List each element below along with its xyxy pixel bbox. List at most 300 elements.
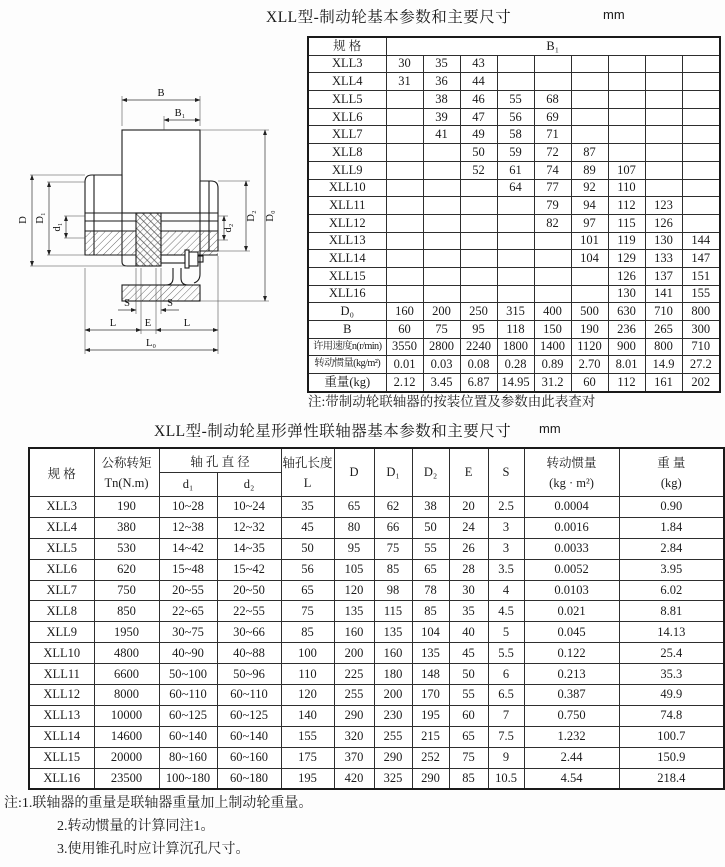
- t2-D2-cell: 252: [412, 747, 449, 768]
- t1-row-label: XLL5: [308, 91, 386, 109]
- t2-L-cell: 155: [281, 726, 334, 747]
- t1-b1-value-cell: 47: [460, 108, 497, 126]
- t2-d1-cell: 10~28: [159, 497, 217, 518]
- t2-d2-cell: 14~35: [217, 538, 281, 559]
- dim-label-e: E: [144, 318, 152, 329]
- t1-b1-value-cell: 61: [497, 161, 534, 179]
- t2-L-cell: 120: [281, 685, 334, 706]
- t1-b1-value-cell: 36: [423, 73, 460, 91]
- t1-param-value-cell: 75: [423, 321, 460, 339]
- t1-b1-value-cell: 126: [608, 267, 645, 285]
- t2-torque-cell: 530: [94, 538, 159, 559]
- t1-b1-value-cell: 43: [460, 55, 497, 73]
- t1-row-label: XLL13: [308, 232, 386, 250]
- t2-D2-cell: 78: [412, 580, 449, 601]
- t1-spec-row: [308, 197, 720, 215]
- t1-b1-value-cell: 50: [460, 144, 497, 162]
- t2-D1-cell: 62: [374, 497, 412, 518]
- t1-b1-value-cell: [386, 197, 423, 215]
- t1-b1-value-cell: 31: [386, 73, 423, 91]
- t2-inertia-cell: 0.0052: [524, 559, 619, 580]
- t2-inertia-cell: 4.54: [524, 768, 619, 789]
- t1-spec-row: [308, 285, 720, 303]
- t1-param-value-cell: 250: [460, 303, 497, 321]
- t1-row-label: XLL10: [308, 179, 386, 197]
- coupling-table: [28, 447, 725, 790]
- t1-b1-value-cell: 77: [534, 179, 571, 197]
- t2-header-S: S: [488, 448, 524, 497]
- t2-L-cell: 140: [281, 705, 334, 726]
- t1-b1-value-cell: [608, 73, 645, 91]
- t2-header-bore-length-line1: 轴孔长度: [282, 455, 333, 470]
- t2-E-cell: 55: [449, 685, 488, 706]
- t2-d2-cell: 22~55: [217, 601, 281, 622]
- t2-D-cell: 420: [334, 768, 374, 789]
- t2-E-cell: 85: [449, 768, 488, 789]
- t1-b1-value-cell: 58: [497, 126, 534, 144]
- t1-b1-value-cell: 110: [608, 179, 645, 197]
- t2-header-inertia: [524, 448, 619, 497]
- t1-b1-value-cell: [608, 91, 645, 109]
- t1-row-label: D₀: [308, 303, 386, 321]
- t1-b1-value-cell: 141: [645, 285, 682, 303]
- t2-D1-cell: 135: [374, 622, 412, 643]
- t1-b1-value-cell: [682, 179, 720, 197]
- t2-spec-cell: XLL16: [29, 768, 94, 789]
- t1-param-value-cell: 1800: [497, 338, 534, 356]
- t2-spec-cell: XLL6: [29, 559, 94, 580]
- t2-body: [29, 497, 724, 790]
- t2-D-cell: 225: [334, 664, 374, 685]
- t2-weight-cell: 150.9: [619, 747, 724, 768]
- t2-data-row: [29, 685, 724, 706]
- t1-b1-value-cell: [460, 285, 497, 303]
- t1-b1-value-cell: [497, 55, 534, 73]
- t1-param-value-cell: 2.12: [386, 374, 423, 392]
- t1-b1-value-cell: [423, 214, 460, 232]
- t1-b1-value-cell: [386, 232, 423, 250]
- t1-b1-value-cell: 41: [423, 126, 460, 144]
- t2-inertia-cell: 0.0103: [524, 580, 619, 601]
- t2-D2-cell: 38: [412, 497, 449, 518]
- t2-E-cell: 30: [449, 580, 488, 601]
- dim-label-D: D: [18, 216, 29, 224]
- t1-spec-row: [308, 55, 720, 73]
- t2-header-inertia-line1: 转动惯量: [546, 455, 597, 470]
- t1-param-value-cell: 710: [682, 338, 720, 356]
- t1-spec-row: [308, 232, 720, 250]
- t1-row-label: 重量(kg): [308, 374, 386, 392]
- t1-param-value-cell: 400: [534, 303, 571, 321]
- t1-b1-value-cell: [497, 214, 534, 232]
- t1-b1-value-cell: 87: [571, 144, 608, 162]
- t2-D2-cell: 195: [412, 705, 449, 726]
- t2-data-row: [29, 768, 724, 789]
- t2-d2-cell: 60~180: [217, 768, 281, 789]
- dim-label-D1: D₁: [35, 212, 46, 224]
- t2-header-torque-line2: Tn(N.m): [104, 475, 149, 490]
- note-line: 3.使用锥孔时应计算沉孔尺寸。: [57, 842, 250, 857]
- t1-b1-value-cell: 147: [682, 250, 720, 268]
- t1-b1-value-cell: 72: [534, 144, 571, 162]
- t1-b1-value-cell: [423, 144, 460, 162]
- t1-b1-value-cell: [460, 250, 497, 268]
- t1-b1-value-cell: [608, 108, 645, 126]
- t1-param-value-cell: 300: [682, 321, 720, 339]
- t1-b1-value-cell: [682, 55, 720, 73]
- t2-torque-cell: 23500: [94, 768, 159, 789]
- dim-label-d2: d₂: [223, 223, 234, 233]
- t2-D2-cell: 215: [412, 726, 449, 747]
- t2-data-row: [29, 497, 724, 518]
- t1-param-value-cell: 500: [571, 303, 608, 321]
- t2-L-cell: 50: [281, 538, 334, 559]
- t2-inertia-cell: 0.0033: [524, 538, 619, 559]
- t1-param-row: [308, 356, 720, 374]
- t1-param-value-cell: 710: [645, 303, 682, 321]
- t2-D-cell: 95: [334, 538, 374, 559]
- t2-D-cell: 160: [334, 622, 374, 643]
- t1-b1-value-cell: 97: [571, 214, 608, 232]
- t1-b1-value-cell: [571, 108, 608, 126]
- t2-D2-cell: 55: [412, 538, 449, 559]
- t2-S-cell: 5: [488, 622, 524, 643]
- t1-b1-value-cell: 59: [497, 144, 534, 162]
- t1-b1-value-cell: [386, 285, 423, 303]
- t2-torque-cell: 1950: [94, 622, 159, 643]
- table1-unit-label: mm: [603, 7, 625, 22]
- t2-D1-cell: 325: [374, 768, 412, 789]
- t2-D1-cell: 255: [374, 726, 412, 747]
- dim-label-d1: d₁: [52, 222, 63, 232]
- t2-data-row: [29, 643, 724, 664]
- t2-D2-cell: 170: [412, 685, 449, 706]
- t1-param-value-cell: 0.01: [386, 356, 423, 374]
- t1-b1-value-cell: 89: [571, 161, 608, 179]
- t2-d2-cell: 60~110: [217, 685, 281, 706]
- t1-row-label: XLL12: [308, 214, 386, 232]
- t2-inertia-cell: 0.387: [524, 685, 619, 706]
- t1-b1-value-cell: [386, 214, 423, 232]
- t1-b1-value-cell: [571, 126, 608, 144]
- t1-b1-value-cell: [386, 179, 423, 197]
- t2-data-row: [29, 580, 724, 601]
- t1-b1-value-cell: [645, 126, 682, 144]
- t2-d1-cell: 40~90: [159, 643, 217, 664]
- t2-spec-cell: XLL3: [29, 497, 94, 518]
- t1-param-value-cell: 630: [608, 303, 645, 321]
- t2-L-cell: 110: [281, 664, 334, 685]
- t1-param-value-cell: 8.01: [608, 356, 645, 374]
- t1-b1-value-cell: 112: [608, 197, 645, 215]
- t1-b1-value-cell: 115: [608, 214, 645, 232]
- t1-b1-value-cell: 71: [534, 126, 571, 144]
- t2-inertia-cell: 0.045: [524, 622, 619, 643]
- t1-b1-value-cell: 130: [608, 285, 645, 303]
- t2-torque-cell: 14600: [94, 726, 159, 747]
- t2-D2-cell: 50: [412, 517, 449, 538]
- t2-spec-cell: XLL11: [29, 664, 94, 685]
- t2-torque-cell: 850: [94, 601, 159, 622]
- t1-b1-value-cell: [608, 126, 645, 144]
- t1-b1-value-cell: 133: [645, 250, 682, 268]
- t1-b1-value-cell: [571, 267, 608, 285]
- t2-d1-cell: 80~160: [159, 747, 217, 768]
- t2-weight-cell: 2.84: [619, 538, 724, 559]
- dim-label-l0: L₀: [145, 338, 157, 349]
- t2-spec-cell: XLL12: [29, 685, 94, 706]
- t2-inertia-cell: 0.122: [524, 643, 619, 664]
- t1-b1-value-cell: [423, 197, 460, 215]
- t2-data-row: [29, 622, 724, 643]
- note-line: 2.转动惯量的计算同注1。: [57, 819, 215, 834]
- t2-S-cell: 10.5: [488, 768, 524, 789]
- t1-b1-value-cell: [571, 73, 608, 91]
- note-line: 注:1.联轴器的重量是联轴器重量加上制动轮重量。: [4, 796, 313, 811]
- t2-D-cell: 135: [334, 601, 374, 622]
- t1-b1-value-cell: [571, 91, 608, 109]
- t1-row-label: XLL8: [308, 144, 386, 162]
- t2-inertia-cell: 2.44: [524, 747, 619, 768]
- t2-S-cell: 4.5: [488, 601, 524, 622]
- t2-E-cell: 45: [449, 643, 488, 664]
- t2-L-cell: 100: [281, 643, 334, 664]
- t1-row-label: XLL7: [308, 126, 386, 144]
- t1-b1-value-cell: 30: [386, 55, 423, 73]
- t2-torque-cell: 380: [94, 517, 159, 538]
- t1-spec-row: [308, 144, 720, 162]
- t1-spec-row: [308, 214, 720, 232]
- t2-d2-cell: 60~160: [217, 747, 281, 768]
- t1-param-value-cell: 6.87: [460, 374, 497, 392]
- t2-header-E: E: [449, 448, 488, 497]
- t1-param-value-cell: 31.2: [534, 374, 571, 392]
- t1-b1-value-cell: [460, 214, 497, 232]
- t2-S-cell: 6: [488, 664, 524, 685]
- t1-b1-value-cell: 126: [645, 214, 682, 232]
- t1-b1-value-cell: [497, 232, 534, 250]
- t1-param-value-cell: 112: [608, 374, 645, 392]
- t1-b1-value-cell: [423, 250, 460, 268]
- t2-inertia-cell: 1.232: [524, 726, 619, 747]
- t1-param-value-cell: 3.45: [423, 374, 460, 392]
- t1-b1-value-cell: [608, 144, 645, 162]
- t2-weight-cell: 35.3: [619, 664, 724, 685]
- t1-spec-row: [308, 267, 720, 285]
- t2-S-cell: 4: [488, 580, 524, 601]
- t2-header-row1: [29, 448, 724, 473]
- t2-D1-cell: 160: [374, 643, 412, 664]
- t1-b1-value-cell: 64: [497, 179, 534, 197]
- t1-row-label: B: [308, 321, 386, 339]
- t1-b1-value-cell: [386, 267, 423, 285]
- t2-header-spec: 规 格: [29, 448, 94, 497]
- t2-d1-cell: 60~125: [159, 705, 217, 726]
- t1-b1-value-cell: [497, 250, 534, 268]
- t2-torque-cell: 620: [94, 559, 159, 580]
- t2-header-bore-dia: 轴 孔 直 径: [159, 448, 281, 473]
- t1-b1-value-cell: 82: [534, 214, 571, 232]
- t1-param-value-cell: 160: [386, 303, 423, 321]
- t2-D1-cell: 98: [374, 580, 412, 601]
- t1-b1-value-cell: 44: [460, 73, 497, 91]
- t1-b1-value-cell: [534, 55, 571, 73]
- t2-header-torque: [94, 448, 159, 497]
- t1-spec-row: [308, 108, 720, 126]
- t2-D1-cell: 200: [374, 685, 412, 706]
- t2-weight-cell: 25.4: [619, 643, 724, 664]
- t2-E-cell: 28: [449, 559, 488, 580]
- t1-header-row: [308, 37, 720, 55]
- dim-label-s-left: S: [124, 298, 130, 309]
- t1-b1-value-cell: [386, 144, 423, 162]
- t1-row-label: XLL4: [308, 73, 386, 91]
- t1-b1-value-cell: 104: [571, 250, 608, 268]
- t1-b1-value-cell: 130: [645, 232, 682, 250]
- t2-weight-cell: 218.4: [619, 768, 724, 789]
- t1-b1-value-cell: [682, 161, 720, 179]
- t1-b1-value-cell: 68: [534, 91, 571, 109]
- dim-label-D2: D₂: [246, 210, 257, 222]
- t1-b1-value-cell: [497, 73, 534, 91]
- t1-b1-value-cell: 151: [682, 267, 720, 285]
- table2-title: XLL型-制动轮星形弹性联轴器基本参数和主要尺寸: [154, 423, 512, 440]
- t2-d2-cell: 40~88: [217, 643, 281, 664]
- t1-b1-value-cell: 74: [534, 161, 571, 179]
- t2-D1-cell: 66: [374, 517, 412, 538]
- coupling-shapes: [85, 130, 218, 301]
- t1-b1-value-cell: [423, 232, 460, 250]
- t1-param-value-cell: 0.28: [497, 356, 534, 374]
- t2-L-cell: 45: [281, 517, 334, 538]
- t2-header-torque-line1: 公称转矩: [101, 455, 152, 470]
- t2-D2-cell: 135: [412, 643, 449, 664]
- t2-S-cell: 2.5: [488, 497, 524, 518]
- t2-L-cell: 75: [281, 601, 334, 622]
- t2-E-cell: 75: [449, 747, 488, 768]
- t2-header-weight-line2: (kg): [660, 475, 682, 490]
- t2-L-cell: 195: [281, 768, 334, 789]
- t1-b1-value-cell: [534, 250, 571, 268]
- t1-b1-value-cell: 79: [534, 197, 571, 215]
- t1-param-value-cell: 14.9: [645, 356, 682, 374]
- t1-b1-value-cell: 55: [497, 91, 534, 109]
- t2-spec-cell: XLL13: [29, 705, 94, 726]
- t2-spec-cell: XLL4: [29, 517, 94, 538]
- t1-param-value-cell: 14.95: [497, 374, 534, 392]
- t2-S-cell: 3: [488, 538, 524, 559]
- t2-L-cell: 85: [281, 622, 334, 643]
- t2-D1-cell: 115: [374, 601, 412, 622]
- t1-param-value-cell: 265: [645, 321, 682, 339]
- t1-b1-value-cell: [645, 73, 682, 91]
- t1-b1-value-cell: [645, 91, 682, 109]
- t2-header-inertia-line2: (kg · m²): [549, 475, 594, 490]
- t2-D-cell: 370: [334, 747, 374, 768]
- t1-b1-value-cell: [682, 91, 720, 109]
- t1-param-row: [308, 338, 720, 356]
- t2-E-cell: 35: [449, 601, 488, 622]
- t1-param-value-cell: 161: [645, 374, 682, 392]
- t2-weight-cell: 6.02: [619, 580, 724, 601]
- t1-body: [308, 55, 720, 392]
- t1-b1-value-cell: [645, 161, 682, 179]
- t2-L-cell: 35: [281, 497, 334, 518]
- t1-b1-value-cell: [460, 267, 497, 285]
- t2-torque-cell: 10000: [94, 705, 159, 726]
- t1-row-label: XLL15: [308, 267, 386, 285]
- t2-data-row: [29, 664, 724, 685]
- dim-label-D0: D₀: [265, 210, 276, 222]
- brake-wheel-table: [307, 36, 721, 393]
- t2-E-cell: 50: [449, 664, 488, 685]
- t1-b1-value-cell: 69: [534, 108, 571, 126]
- t1-spec-row: [308, 73, 720, 91]
- t1-b1-value-cell: [571, 55, 608, 73]
- t1-row-label: XLL3: [308, 55, 386, 73]
- t2-weight-cell: 0.90: [619, 497, 724, 518]
- t1-b1-value-cell: 155: [682, 285, 720, 303]
- t1-param-value-cell: 2.70: [571, 356, 608, 374]
- t1-param-row: [308, 303, 720, 321]
- t2-L-cell: 56: [281, 559, 334, 580]
- t2-d1-cell: 30~75: [159, 622, 217, 643]
- t1-row-label: 许用速度n(r/min): [308, 338, 386, 356]
- t1-param-value-cell: 2240: [460, 338, 497, 356]
- t1-param-value-cell: 118: [497, 321, 534, 339]
- t1-param-value-cell: 60: [571, 374, 608, 392]
- t1-param-row: [308, 321, 720, 339]
- t1-b1-value-cell: [534, 285, 571, 303]
- t1-row-label: 转动惯量(kg/m²): [308, 356, 386, 374]
- t2-d2-cell: 12~32: [217, 517, 281, 538]
- t2-torque-cell: 20000: [94, 747, 159, 768]
- t2-inertia-cell: 0.213: [524, 664, 619, 685]
- t2-spec-cell: XLL5: [29, 538, 94, 559]
- t1-b1-value-cell: [497, 267, 534, 285]
- t2-d1-cell: 60~110: [159, 685, 217, 706]
- t2-spec-cell: XLL14: [29, 726, 94, 747]
- coupling-section-drawing: [18, 78, 303, 398]
- t1-b1-value-cell: [682, 73, 720, 91]
- t2-spec-cell: XLL8: [29, 601, 94, 622]
- t1-b1-value-cell: [682, 126, 720, 144]
- t1-spec-row: [308, 126, 720, 144]
- t1-row-label: XLL6: [308, 108, 386, 126]
- t2-torque-cell: 4800: [94, 643, 159, 664]
- t2-weight-cell: 14.13: [619, 622, 724, 643]
- t1-param-value-cell: 190: [571, 321, 608, 339]
- t1-b1-value-cell: [682, 197, 720, 215]
- t1-param-value-cell: 1400: [534, 338, 571, 356]
- t2-d2-cell: 60~125: [217, 705, 281, 726]
- t1-b1-value-cell: [645, 55, 682, 73]
- t2-torque-cell: 6600: [94, 664, 159, 685]
- t1-param-value-cell: 800: [645, 338, 682, 356]
- t1-b1-value-cell: [645, 144, 682, 162]
- t1-b1-value-cell: 92: [571, 179, 608, 197]
- t2-d1-cell: 50~100: [159, 664, 217, 685]
- table1-title: XLL型-制动轮基本参数和主要尺寸: [266, 9, 512, 26]
- t2-header-d1: d₁: [159, 473, 217, 497]
- t1-b1-value-cell: [682, 144, 720, 162]
- t1-b1-value-cell: 56: [497, 108, 534, 126]
- t1-param-value-cell: 150: [534, 321, 571, 339]
- t2-D1-cell: 290: [374, 747, 412, 768]
- dim-label-l-left: L: [109, 318, 117, 329]
- t2-D-cell: 105: [334, 559, 374, 580]
- t2-torque-cell: 190: [94, 497, 159, 518]
